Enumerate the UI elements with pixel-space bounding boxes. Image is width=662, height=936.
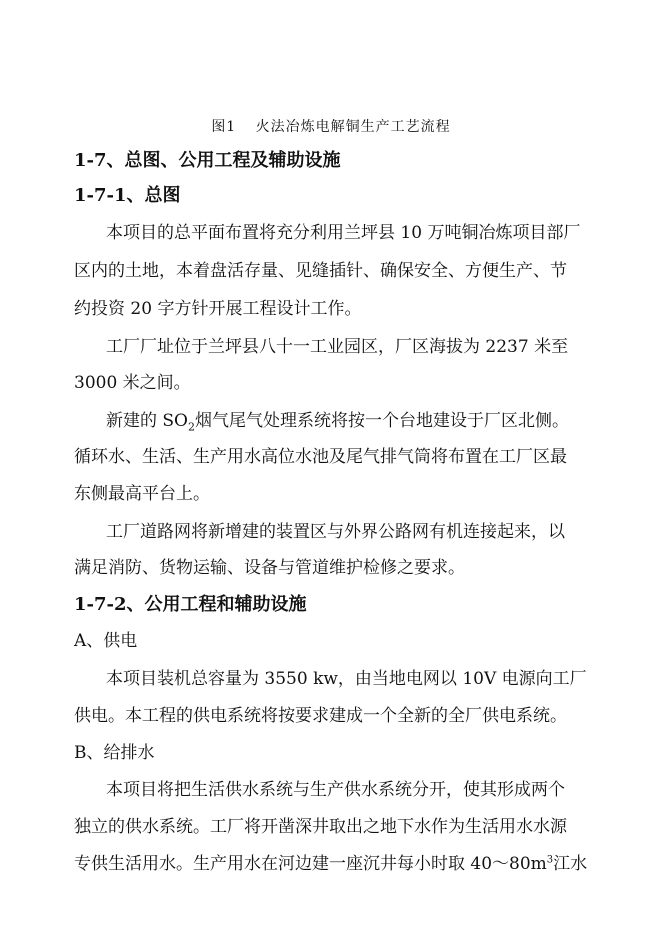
section-heading-1-7: 1-7、总图、公用工程及辅助设施 [74,150,341,171]
text-run: 新建的 SO [106,411,188,431]
text-run: 烟气尾气处理系统将按一个台地建设于厂区北侧。 [195,411,569,431]
paragraph-line: 独立的供水系统。工厂将开凿深井取出之地下水作为生活用水水源 [74,817,567,837]
figure-caption: 图1 火法冶炼电解铜生产工艺流程 [211,119,451,135]
paragraph-line: 本项目将把生活供水系统与生产供水系统分开，使其形成两个 [106,780,565,800]
paragraph-line: 循环水、生活、生产用水高位水池及尾气排气筒将布置在工厂区最 [74,447,567,467]
paragraph-line-m3 [74,849,594,874]
subscript-2: 2 [188,420,195,434]
section-heading-1-7-1: 1-7-1、总图 [74,185,181,206]
paragraph-line: 本项目装机总容量为 3550 kw，由当地电网以 10V 电源向工厂 [106,669,587,689]
paragraph-line: 东侧最高平台上。 [74,484,210,504]
subsection-label-a: A、供电 [74,631,138,651]
section-heading-1-7-2: 1-7-2、公用工程和辅助设施 [74,594,307,615]
superscript-3: 3 [546,854,554,866]
paragraph-line: 工厂厂址位于兰坪县八十一工业园区，厂区海拔为 2237 米至 [106,337,569,357]
paragraph-line: 工厂道路网将新增建的装置区与外界公路网有机连接起来，以 [106,522,565,542]
paragraph-line: 约投资 20 字方针开展工程设计工作。 [74,299,362,319]
subsection-label-b: B、给排水 [74,743,155,763]
paragraph-line-so2 [106,406,596,433]
text-run: 江水 [553,854,588,874]
text-run: 专供生活用水。生产用水在河边建一座沉井每小时取 40～80m [74,854,547,874]
paragraph-line: 满足消防、货物运输、设备与管道维护检修之要求。 [74,558,465,578]
paragraph-line: 供电。本工程的供电系统将按要求建成一个全新的全厂供电系统。 [74,706,567,726]
paragraph-line: 3000 米之间。 [74,373,191,393]
paragraph-line: 区内的土地，本着盘活存量、见缝插针、确保安全、方便生产、节 [74,261,567,281]
paragraph-line: 本项目的总平面布置将充分利用兰坪县 10 万吨铜冶炼项目部厂 [106,223,581,243]
